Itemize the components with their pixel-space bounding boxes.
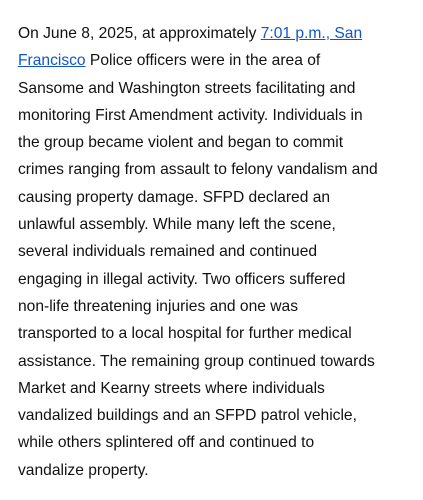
text-line-12: transported to a local hospital for further medical xyxy=(18,325,352,343)
text-line-4: monitoring First Amendment activity. Individuals in xyxy=(18,106,363,124)
text-line-10: engaging in illegal activity. Two officers suffered xyxy=(18,270,346,288)
text-line-13: assistance. The remaining group continued towards xyxy=(18,352,375,370)
text-line-3: Sansome and Washington streets facilitating and xyxy=(18,79,356,97)
time-location-link-continued[interactable]: Francisco xyxy=(18,52,86,70)
text-line-7: causing property damage. SFPD declared an xyxy=(18,188,331,206)
text-line-14: Market and Kearny streets where individuals xyxy=(18,379,325,397)
time-location-link[interactable]: 7:01 p.m., San xyxy=(260,25,363,42)
text-line-2 xyxy=(18,47,414,74)
text-line-15: vandalized buildings and an SFPD patrol vehicle, xyxy=(18,407,357,425)
document-body xyxy=(18,20,414,484)
text-line-9: several individuals remained and continued xyxy=(18,243,318,261)
text-line-16: while others splintered off and continued to xyxy=(18,434,315,452)
text-line-1 xyxy=(18,20,414,47)
text-line-6: crimes ranging from assault to felony vandalism and xyxy=(18,161,378,179)
text-line-11: non-life threatening injuries and one was xyxy=(18,297,299,315)
text-segment: Police officers were in the area of xyxy=(85,52,321,70)
text-line-17: vandalize property. xyxy=(18,461,149,479)
text-line-8: unlawful assembly. While many left the scene, xyxy=(18,216,336,234)
text-line-5: the group became violent and began to commit xyxy=(18,134,344,152)
text-segment: On June 8, 2025, at approximately xyxy=(18,25,261,42)
